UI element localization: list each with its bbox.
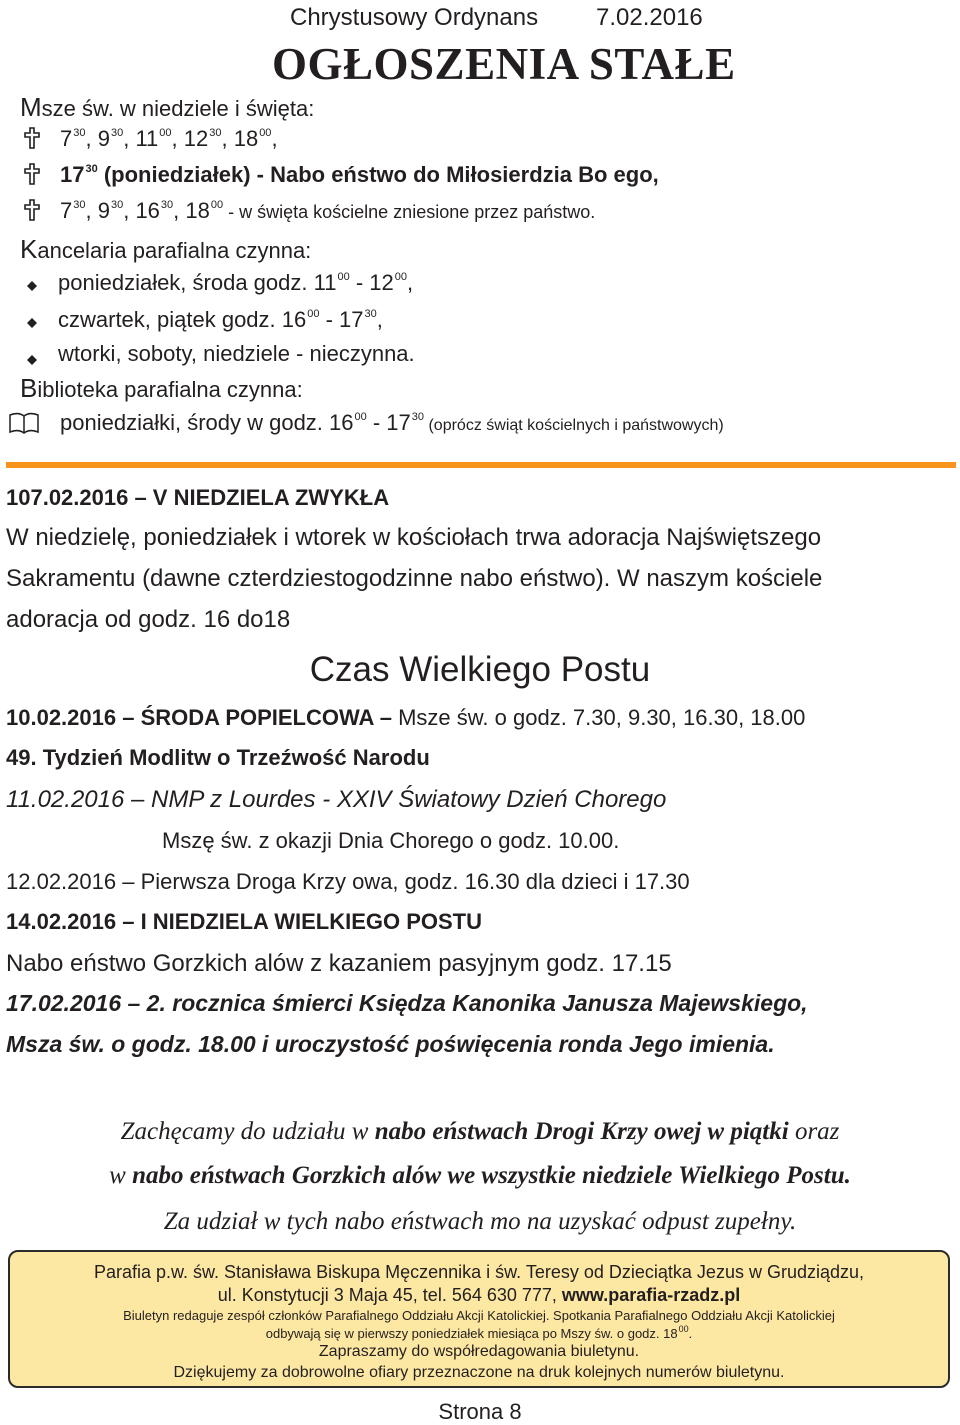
footer-meetings: odbywają się w pierwszy poniedziałek miesiąca po Mszy św. o godz. $18^{00}$. <box>265 1324 693 1341</box>
page-number: Strona 8 <box>438 1399 522 1424</box>
section-divider <box>6 462 956 468</box>
footer-invite: Zapraszamy do współredagowania biuletynu. <box>318 1343 640 1360</box>
office-item-1: poniedziałek, środa godz. $11^{00} - 12^{00}$, <box>58 270 414 295</box>
lent-line-bitter-lamentations: Nabo eństwo Gorzkich alów z kazaniem pasyjnym godz. 17.15 <box>6 950 672 977</box>
lent-line-ash-wednesday: 10.02.2016 – ŚRODA POPIELCOWA – Msze św. o godz. 7.30, 9.30, 16.30, 18.00 <box>6 705 806 730</box>
masses-line-2: $17^{30}$ (poniedziałek) - Nabo eństwo do Miłosierdzia Bo ego, <box>60 162 659 187</box>
sunday-paragraph-1: W niedzielę, poniedziałek i wtorek w kościołach trwa adoracja Najświętszego <box>6 524 822 551</box>
library-item: poniedziałki, środy w godz. $16^{00} - 17^{30}$ (oprócz świąt kościelnych i państwowych) <box>60 410 724 435</box>
office-item-2: czwartek, piątek godz. $16^{00} - 17^{30}$, <box>58 307 383 332</box>
publication-name: Chrystusowy Ordynans <box>290 4 539 31</box>
book-icon <box>6 412 42 440</box>
lent-heading: Czas Wielkiego Postu <box>309 650 651 689</box>
lent-line-roundabout: Msza św. o godz. 18.00 i uroczystość poświęcenia ronda Jego imienia. <box>6 1031 775 1057</box>
diamond-bullet-icon <box>22 346 42 372</box>
footer-parish: Parafia p.w. św. Stanisława Biskupa Męczennika i św. Teresy od Dzieciątka Jezus w Grudziądzu, <box>93 1262 865 1282</box>
publication-date: 7.02.2016 <box>596 4 703 31</box>
masses-line-1: $7^{30}$, $9^{30}$, $11^{00}$, $12^{30}$, $18^{00}$, <box>60 126 278 151</box>
cross-icon <box>22 163 42 191</box>
cross-icon <box>22 127 42 155</box>
masses-line-3: $7^{30}$, $9^{30}$, $16^{30}$, $18^{00}$ - w święta kościelne zniesione przez państwo. <box>60 198 596 223</box>
footer-thanks: Dziękujemy za dobrowolne ofiary przeznaczone na druk kolejnych numerów biuletynu. <box>173 1364 785 1381</box>
library-heading: Biblioteka parafialna czynna: <box>20 373 303 403</box>
invite-line-1: Zachęcamy do udziału w nabo eństwach Drogi Krzy owej w piątki oraz <box>120 1118 840 1145</box>
masses-heading: Msze św. w niedziele i święta: <box>20 92 315 122</box>
lent-line-prayer-week: 49. Tydzień Modlitw o Trzeźwość Narodu <box>6 745 430 770</box>
lent-line-sick-mass: Mszę św. z okazji Dnia Chorego o godz. 10.00. <box>162 828 620 853</box>
invite-line-3: Za udział w tych nabo eństwach mo na uzyskać odpust zupełny. <box>163 1208 797 1235</box>
invite-line-2: w nabo eństwach Gorzkich alów we wszystkie niedziele Wielkiego Postu. <box>109 1162 851 1189</box>
footer-editors: Biuletyn redaguje zespół członków Parafialnego Oddziału Akcji Katolickiej. Spotkania Parafialnego Oddziału Akcji Katolickiej <box>123 1308 835 1323</box>
footer-box <box>8 1250 950 1388</box>
sunday-heading: 107.02.2016 – V NIEDZIELA ZWYKŁA <box>6 485 390 510</box>
sunday-paragraph-3: adoracja od godz. 16 do18 <box>6 606 291 633</box>
lent-line-first-sunday: 14.02.2016 – I NIEDZIELA WIELKIEGO POSTU <box>6 909 482 934</box>
diamond-bullet-icon <box>22 272 42 298</box>
office-heading: Kancelaria parafialna czynna: <box>20 234 312 264</box>
footer-website-link[interactable]: www.parafia-rzadz.pl <box>561 1285 741 1305</box>
lent-line-anniversary: 17.02.2016 – 2. rocznica śmierci Księdza Kanonika Janusza Majewskiego, <box>6 990 808 1016</box>
office-item-3: wtorki, soboty, niedziele - nieczynna. <box>58 341 415 366</box>
sunday-paragraph-2: Sakramentu (dawne czterdziestogodzinne nabo eństwo). W naszym kościele <box>6 565 823 592</box>
footer-address: ul. Konstytucji 3 Maja 45, tel. 564 630 777, www.parafia-rzadz.pl <box>217 1285 741 1305</box>
cross-icon <box>22 199 42 227</box>
lent-line-way-of-cross: 12.02.2016 – Pierwsza Droga Krzy owa, godz. 16.30 dla dzieci i 17.30 <box>6 869 690 894</box>
page-title: OGŁOSZENIA STAŁE <box>272 39 736 89</box>
diamond-bullet-icon <box>22 309 42 335</box>
lent-line-lourdes: 11.02.2016 – NMP z Lourdes - XXIV Światowy Dzień Chorego <box>6 786 667 813</box>
